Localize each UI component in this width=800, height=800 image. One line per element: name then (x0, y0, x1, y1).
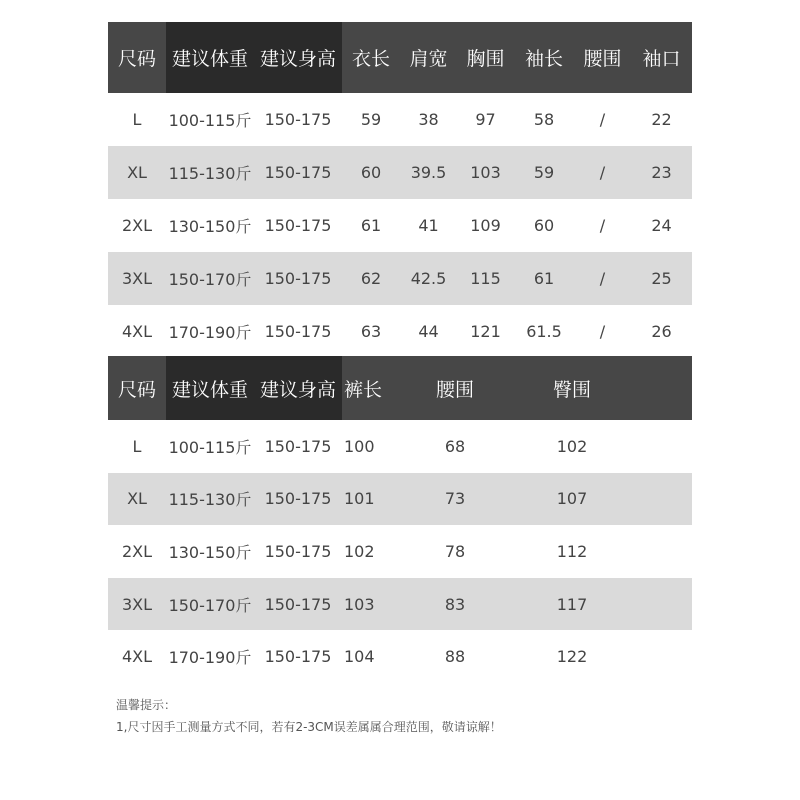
table-cell: / (599, 216, 606, 235)
table-row (108, 630, 692, 683)
table-cell: 26 (651, 322, 672, 341)
table-row (108, 305, 692, 358)
table-cell: 170-190斤 (168, 323, 252, 342)
table-cell: 150-170斤 (168, 595, 252, 615)
header-cell: 建议身高 (254, 22, 342, 93)
table-cell: 150-175 (264, 163, 332, 182)
table-cell: L (132, 436, 142, 456)
header-cell: 尺码 (108, 22, 166, 93)
table-cell: 109 (470, 216, 501, 235)
table-cell: 62 (360, 269, 382, 288)
header-cell: 腰围 (574, 22, 631, 93)
table-cell: 22 (651, 110, 672, 129)
table-cell: 63 (360, 322, 382, 341)
table-cell: 150-175 (264, 110, 332, 129)
header-cell: 袖长 (514, 22, 574, 93)
table-row (108, 525, 692, 578)
table-cell: 4XL (121, 322, 153, 341)
header-cell: 臀围 (510, 356, 634, 420)
table-cell: 150-175 (264, 436, 332, 456)
table-cell: 100-115斤 (168, 111, 252, 130)
table-cell: 68 (444, 436, 466, 456)
table-cell: 42.5 (410, 269, 447, 288)
table-row (108, 146, 692, 199)
table-cell: 115-130斤 (168, 490, 252, 510)
header-cell: 衣长 (342, 22, 400, 93)
table-cell: 115 (470, 269, 501, 288)
table-cell: 107 (556, 489, 588, 509)
table-cell: 102 (556, 436, 588, 456)
table-cell: 150-175 (264, 322, 332, 341)
table-cell: 61.5 (526, 322, 562, 341)
header-cell: 建议体重 (166, 22, 254, 93)
table-cell: 23 (651, 163, 672, 182)
top-table-header (108, 22, 692, 93)
table-cell: 130-150斤 (168, 217, 252, 236)
table-cell: 25 (651, 269, 672, 288)
header-cell: 尺码 (108, 356, 166, 420)
table-cell: 150-175 (264, 489, 332, 509)
table-cell: 78 (444, 541, 466, 561)
bottom-table-header (108, 356, 692, 420)
table-cell: 121 (470, 322, 501, 341)
table-cell: 97 (475, 110, 496, 129)
table-cell: 150-170斤 (168, 270, 252, 289)
table-cell: 3XL (121, 594, 153, 614)
table-cell: 115-130斤 (168, 164, 252, 183)
table-cell: 73 (444, 489, 466, 509)
table-cell: 103 (470, 163, 501, 182)
table-cell: 61 (360, 216, 382, 235)
table-cell: XL (127, 163, 147, 182)
header-cell: 建议身高 (254, 356, 342, 420)
table-cell: 150-175 (264, 541, 332, 561)
table-row (108, 420, 692, 473)
header-cell: 腰围 (400, 356, 510, 420)
table-cell: 2XL (121, 216, 153, 235)
table-cell: L (132, 110, 142, 129)
table-cell: 59 (360, 110, 382, 129)
table-cell: 122 (556, 647, 588, 667)
table-cell: 103 (344, 594, 375, 614)
table-cell: 24 (651, 216, 672, 235)
table-cell: 88 (444, 647, 466, 667)
table-cell: XL (127, 489, 147, 509)
table-row (108, 252, 692, 305)
table-row (108, 199, 692, 252)
table-cell: 170-190斤 (168, 648, 252, 668)
header-cell: 建议体重 (166, 356, 254, 420)
table-cell: 44 (418, 322, 439, 341)
top-size-table (108, 22, 692, 358)
table-cell: 102 (344, 541, 375, 561)
table-row (108, 473, 692, 526)
tips-line: 1,尺寸因手工测量方式不同，若有2-3CM误差属属合理范围，敬请谅解！ (116, 720, 502, 734)
table-cell: 150-175 (264, 269, 332, 288)
table-cell: 150-175 (264, 216, 332, 235)
table-cell: 150-175 (264, 594, 332, 614)
table-cell: 101 (344, 489, 375, 509)
tips-note (116, 694, 502, 738)
table-cell: 83 (444, 594, 466, 614)
header-cell (634, 356, 692, 420)
table-cell: 100-115斤 (168, 437, 252, 457)
table-row (108, 93, 692, 146)
table-cell: 59 (533, 163, 555, 182)
table-cell: / (599, 163, 606, 182)
table-cell: 58 (533, 110, 555, 129)
table-row (108, 578, 692, 631)
header-cell: 裤长 (342, 356, 400, 420)
table-cell: 61 (533, 269, 555, 288)
table-cell: 117 (556, 594, 588, 614)
table-cell: / (599, 322, 606, 341)
table-cell: 112 (556, 541, 588, 561)
table-cell: 2XL (121, 541, 153, 561)
table-cell: 100 (344, 436, 375, 456)
table-cell: 4XL (121, 647, 153, 667)
table-cell: 60 (360, 163, 382, 182)
table-cell: 38 (418, 110, 439, 129)
table-cell: / (599, 110, 606, 129)
header-cell: 胸围 (457, 22, 514, 93)
bottom-size-table (108, 356, 692, 683)
table-cell: 130-150斤 (168, 542, 252, 562)
table-cell: / (599, 269, 606, 288)
table-cell: 150-175 (264, 647, 332, 667)
table-cell: 104 (344, 647, 375, 667)
table-cell: 60 (533, 216, 555, 235)
tips-title: 温馨提示： (116, 698, 177, 712)
table-cell: 39.5 (410, 163, 447, 182)
table-cell: 3XL (121, 269, 153, 288)
header-cell: 袖口 (631, 22, 692, 93)
table-cell: 41 (418, 216, 439, 235)
header-cell: 肩宽 (400, 22, 457, 93)
